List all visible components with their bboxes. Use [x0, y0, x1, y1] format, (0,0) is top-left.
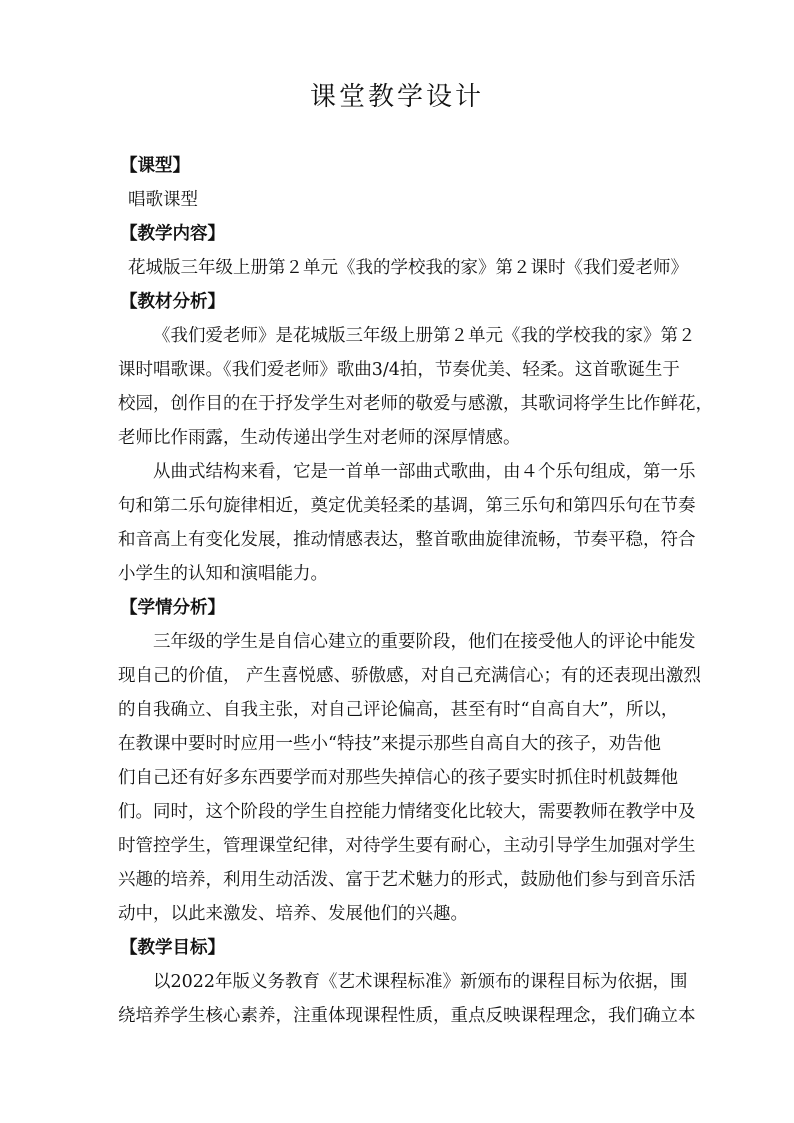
- paragraph-line: 三年级的学生是自信心建立的重要阶段，他们在接受他人的评论中能发: [153, 632, 696, 652]
- paragraph-line: 在教课中要时时应用一些小“特技”来提示那些自高自大的孩子，劝告他: [118, 734, 661, 754]
- section-heading-student-analysis: 【学情分析】: [120, 598, 225, 618]
- paragraph-line: 们。同时，这个阶段的学生自控能力情绪变化比较大，需要教师在教学中及: [118, 802, 696, 822]
- paragraph-line: 校园，创作目的在于抒发学生对老师的敬爱与感激，其歌词将学生比作鲜花，: [118, 394, 713, 414]
- paragraph-line: 时管控学生，管理课堂纪律，对待学生要有耐心，主动引导学生加强对学生: [118, 836, 696, 856]
- page-title: 课堂教学设计: [309, 82, 484, 112]
- paragraph-line: 唱歌课型: [128, 190, 198, 210]
- paragraph-line: 们自己还有好多东西要学而对那些失掉信心的孩子要实时抓住时机鼓舞他: [118, 768, 678, 788]
- section-heading-material-analysis: 【教材分析】: [120, 292, 225, 312]
- paragraph-line: 现自己的价值， 产生喜悦感、骄傲感，对自己充满信心；有的还表现出激烈: [118, 666, 702, 686]
- section-heading-teaching-objectives: 【教学目标】: [120, 938, 225, 958]
- paragraph-line: 花城版三年级上册第２单元《我的学校我的家》第２课时《我们爱老师》: [128, 258, 688, 278]
- paragraph-line: 小学生的认知和演唱能力。: [118, 564, 328, 584]
- paragraph-line: 绕培养学生核心素养，注重体现课程性质，重点反映课程理念，我们确立本: [118, 1006, 696, 1026]
- paragraph-line: 以2022年版义务教育《艺术课程标准》新颁布的课程目标为依据，围: [153, 972, 688, 992]
- paragraph-line: 的自我确立、自我主张，对自己评论偏高，甚至有时“自高自大”，所以，: [118, 700, 679, 720]
- paragraph-line: 从曲式结构来看，它是一首单一部曲式歌曲，由４个乐句组成，第一乐: [153, 462, 696, 482]
- section-heading-lesson-type: 【课型】: [120, 156, 190, 176]
- paragraph-line: 《我们爱老师》是花城版三年级上册第２单元《我的学校我的家》第２: [153, 326, 696, 346]
- paragraph-line: 兴趣的培养，利用生动活泼、富于艺术魅力的形式，鼓励他们参与到音乐活: [118, 870, 696, 890]
- paragraph-line: 动中，以此来激发、培养、发展他们的兴趣。: [118, 904, 468, 924]
- paragraph-line: 句和第二乐句旋律相近，奠定优美轻柔的基调，第三乐句和第四乐句在节奏: [118, 496, 696, 516]
- paragraph-line: 和音高上有变化发展，推动情感表达，整首歌曲旋律流畅，节奏平稳，符合: [118, 530, 696, 550]
- paragraph-line: 老师比作雨露，生动传递出学生对老师的深厚情感。: [118, 428, 521, 448]
- document-body: [118, 149, 713, 1033]
- section-heading-teaching-content: 【教学内容】: [120, 224, 225, 244]
- paragraph-line: 课时唱歌课。《我们爱老师》歌曲3/4拍，节奏优美、轻柔。这首歌诞生于: [118, 360, 680, 380]
